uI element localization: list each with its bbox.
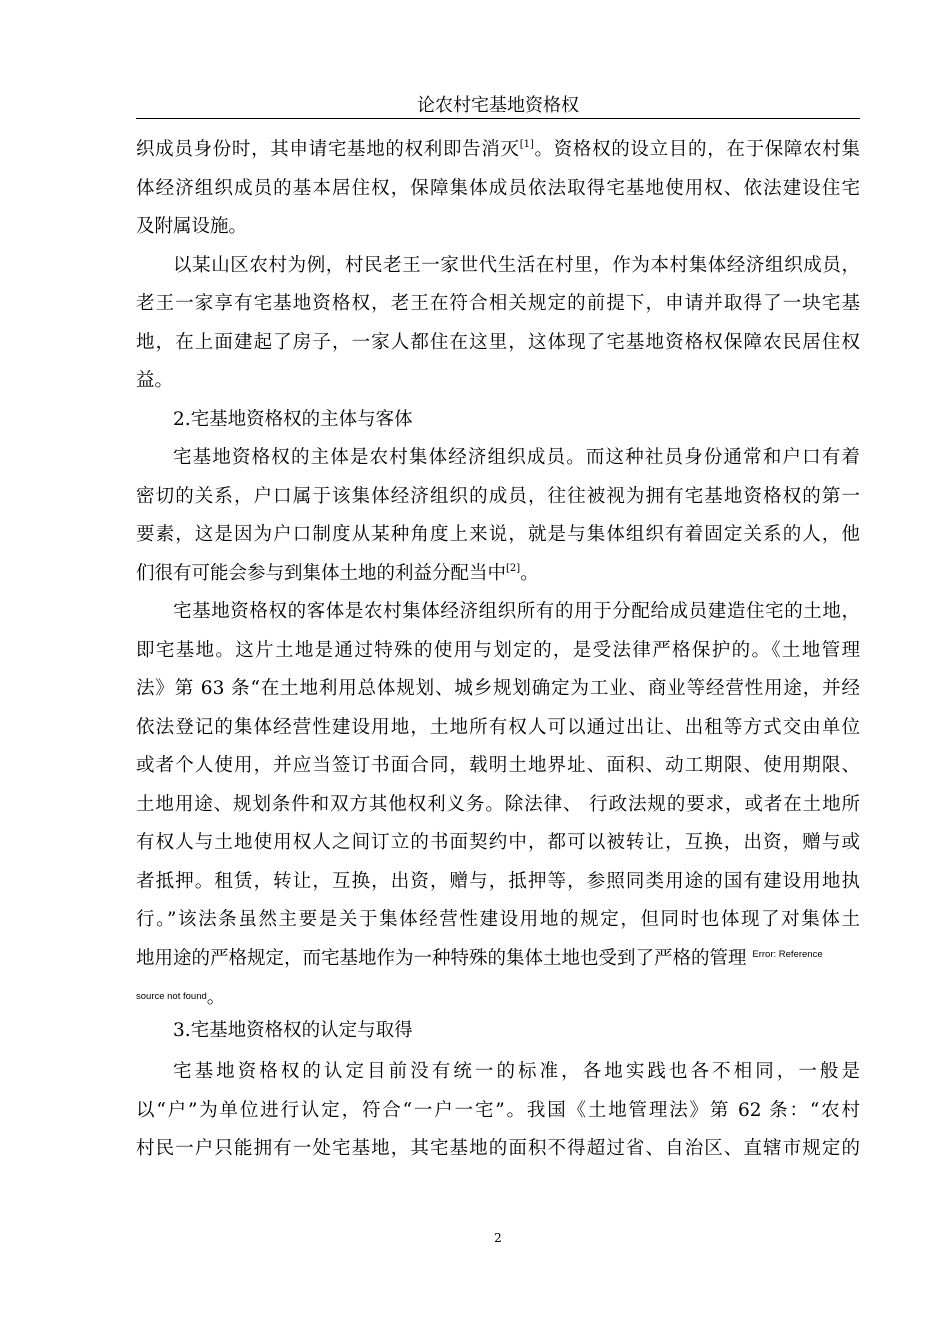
running-header-title: 论农村宅基地资格权 [417, 95, 579, 116]
paragraph-line: 者抵押。租赁，转让，互换，出资，赠与，抵押等，参照同类用途的国有建设用地执 [136, 870, 860, 892]
header-rule [136, 118, 860, 119]
citation-marker: [1] [519, 139, 534, 150]
paragraph-line: 或者个人使用，并应当签订书面合同，载明土地界址、面积、动工期限、使用期限、 [136, 755, 860, 776]
text-run: 。 [520, 562, 539, 584]
paragraph-line: 以“户”为单位进行认定，符合“一户一宅”。我国《土地管理法》第 62 条：“农村 [136, 1099, 860, 1121]
section-heading: 2.宅基地资格权的主体与客体 [173, 408, 413, 430]
paragraph-line [136, 555, 860, 594]
paragraph-line: 宅基地资格权的客体是农村集体经济组织所有的用于分配给成员建造住宅的土地， [173, 601, 860, 622]
body-text [136, 131, 860, 1169]
paragraph-line [136, 940, 860, 979]
paragraph-line: 以某山区农村为例，村民老王一家世代生活在村里，作为本村集体经济组织成员， [173, 254, 860, 276]
text-run: 地用途的严格规定，而宅基地作为一种特殊的集体土地也受到了严格的管理 [136, 947, 753, 969]
paragraph-line: 及附属设施。 [136, 216, 248, 237]
paragraph-line: 益。 [136, 370, 174, 391]
paragraph-line: 宅基地资格权的认定目前没有统一的标准，各地实践也各不相同，一般是 [173, 1061, 860, 1082]
paragraph-line: 村民一户只能拥有一处宅基地，其宅基地的面积不得超过省、自治区、直辖市规定的 [136, 1138, 860, 1159]
text-run: 们很有可能会参与到集体土地的利益分配当中 [136, 562, 507, 584]
reference-error-text: source not found [136, 991, 207, 1002]
paragraph-line [136, 978, 860, 1009]
paragraph-line: 依法登记的集体经营性建设用地，土地所有权人可以通过出让、出租等方式交由单位 [136, 716, 860, 738]
paragraph-line: 土地用途、规划条件和双方其他权利义务。除法律、 行政法规的要求，或者在土地所 [136, 793, 860, 815]
paragraph-line: 宅基地资格权的主体是农村集体经济组织成员。而这种社员身份通常和户口有着 [173, 447, 860, 468]
paragraph-line: 体经济组织成员的基本居住权，保障集体成员依法取得宅基地使用权、依法建设住宅 [136, 177, 860, 199]
text-run: 。资格权的设立目的，在于保障农村集 [533, 139, 860, 160]
paragraph-line [136, 131, 860, 170]
paragraph-line: 密切的关系，户口属于该集体经济组织的成员，往往被视为拥有宅基地资格权的第一 [136, 485, 860, 507]
paragraph-line: 老王一家享有宅基地资格权，老王在符合相关规定的前提下，申请并取得了一块宅基 [136, 293, 860, 314]
reference-error-text: Error: Reference [752, 948, 823, 960]
text-run: 织成员身份时，其申请宅基地的权利即告消灭 [136, 139, 520, 160]
paragraph-line: 即宅基地。这片土地是通过特殊的使用与划定的，是受法律严格保护的。《土地管理 [136, 639, 860, 661]
paragraph-line: 地，在上面建起了房子，一家人都住在这里，这体现了宅基地资格权保障农民居住权 [136, 331, 860, 353]
section-heading: 3.宅基地资格权的认定与取得 [173, 1020, 413, 1041]
paragraph-line: 有权人与土地使用权人之间订立的书面契约中，都可以被转让，互换，出资，赠与或 [136, 832, 860, 853]
paragraph-line: 法》第 63 条“在土地利用总体规划、城乡规划确定为工业、商业等经营性用途，并经 [136, 678, 860, 699]
text-run: 。 [206, 987, 226, 1008]
paragraph-line: 要素，这是因为户口制度从某种角度上来说，就是与集体组织有着固定关系的人，他 [136, 524, 860, 545]
paragraph-line: 行。”该法条虽然主要是关于集体经营性建设用地的规定，但同时也体现了对集体土 [136, 909, 860, 930]
citation-marker: [2] [506, 562, 521, 574]
page-number: 2 [494, 1231, 502, 1245]
